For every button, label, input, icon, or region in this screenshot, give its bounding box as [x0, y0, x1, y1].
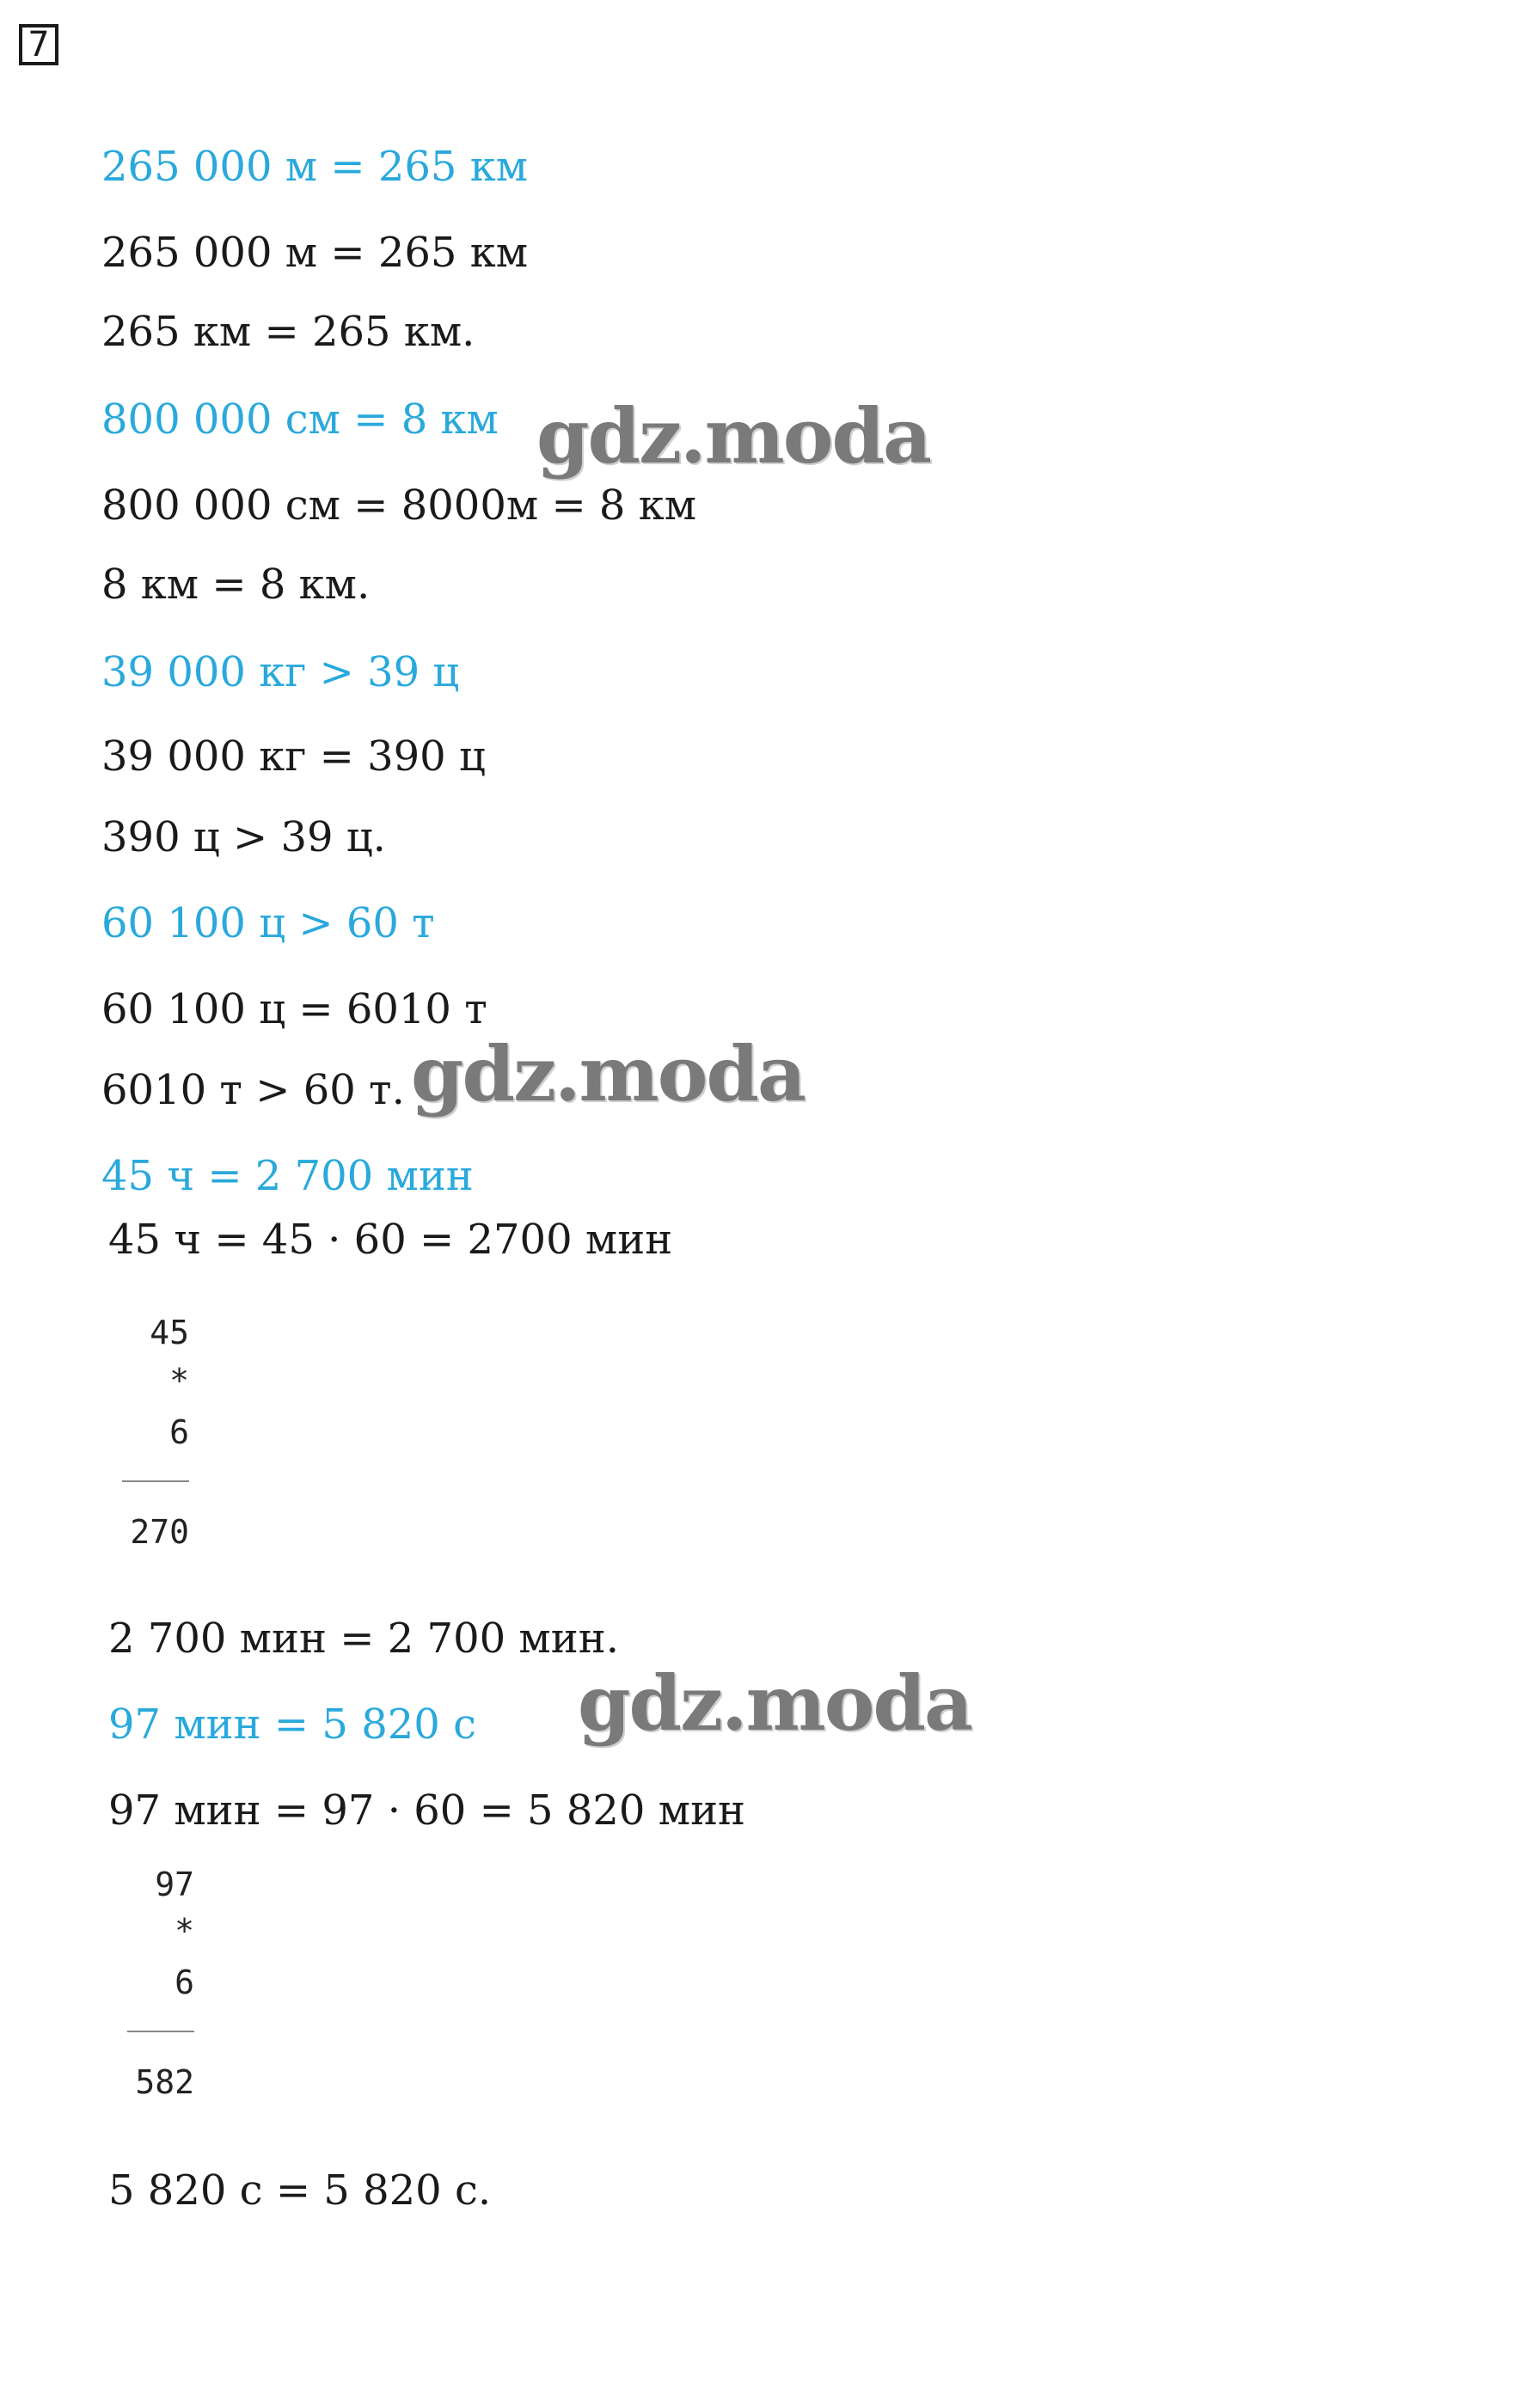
solution-line: 97 мин = 97 · 60 = 5 820 мин	[108, 1786, 746, 1835]
calc2-multiplicand: 97	[155, 1866, 194, 1903]
comparison-heading-5: 45 ч = 2 700 мин	[101, 1152, 474, 1200]
solution-line: 60 100 ц = 6010 т	[101, 985, 487, 1033]
solution-line: 390 ц > 39 ц.	[101, 813, 386, 861]
comparison-heading-6: 97 мин = 5 820 с	[108, 1700, 476, 1749]
watermark-logo: gdz.moda	[578, 1658, 972, 1748]
watermark-logo: gdz.moda	[536, 391, 931, 481]
calc1-operator: *	[169, 1362, 189, 1400]
solution-line: 45 ч = 45 · 60 = 2700 мин	[108, 1216, 673, 1264]
solution-line: 2 700 мин = 2 700 мин.	[108, 1615, 619, 1663]
calc1-result: 270	[130, 1513, 189, 1551]
calc1-divider	[122, 1480, 189, 1482]
exercise-number-badge: 7	[19, 24, 58, 65]
solution-line: 39 000 кг = 390 ц	[101, 732, 486, 781]
calc2-result: 582	[135, 2063, 194, 2101]
solution-line: 5 820 с = 5 820 с.	[108, 2166, 492, 2215]
solution-line: 8 км = 8 км.	[101, 561, 371, 609]
calc2-multiplier: 6	[175, 1964, 194, 2001]
calc1-multiplier: 6	[169, 1413, 189, 1451]
watermark-logo: gdz.moda	[411, 1029, 806, 1118]
calc2-operator: *	[175, 1912, 194, 1950]
solution-line: 6010 т > 60 т.	[101, 1066, 405, 1114]
solution-line: 800 000 см = 8000м = 8 км	[101, 481, 697, 530]
solution-line: 265 000 м = 265 км	[101, 229, 529, 277]
comparison-heading-4: 60 100 ц > 60 т	[101, 899, 435, 947]
comparison-heading-3: 39 000 кг > 39 ц	[101, 648, 460, 696]
solution-line: 265 км = 265 км.	[101, 308, 475, 356]
calc2-divider	[127, 2031, 194, 2032]
comparison-heading-1: 265 000 м = 265 км	[101, 143, 529, 191]
calc1-multiplicand: 45	[150, 1314, 189, 1351]
comparison-heading-2: 800 000 см = 8 км	[101, 395, 499, 444]
